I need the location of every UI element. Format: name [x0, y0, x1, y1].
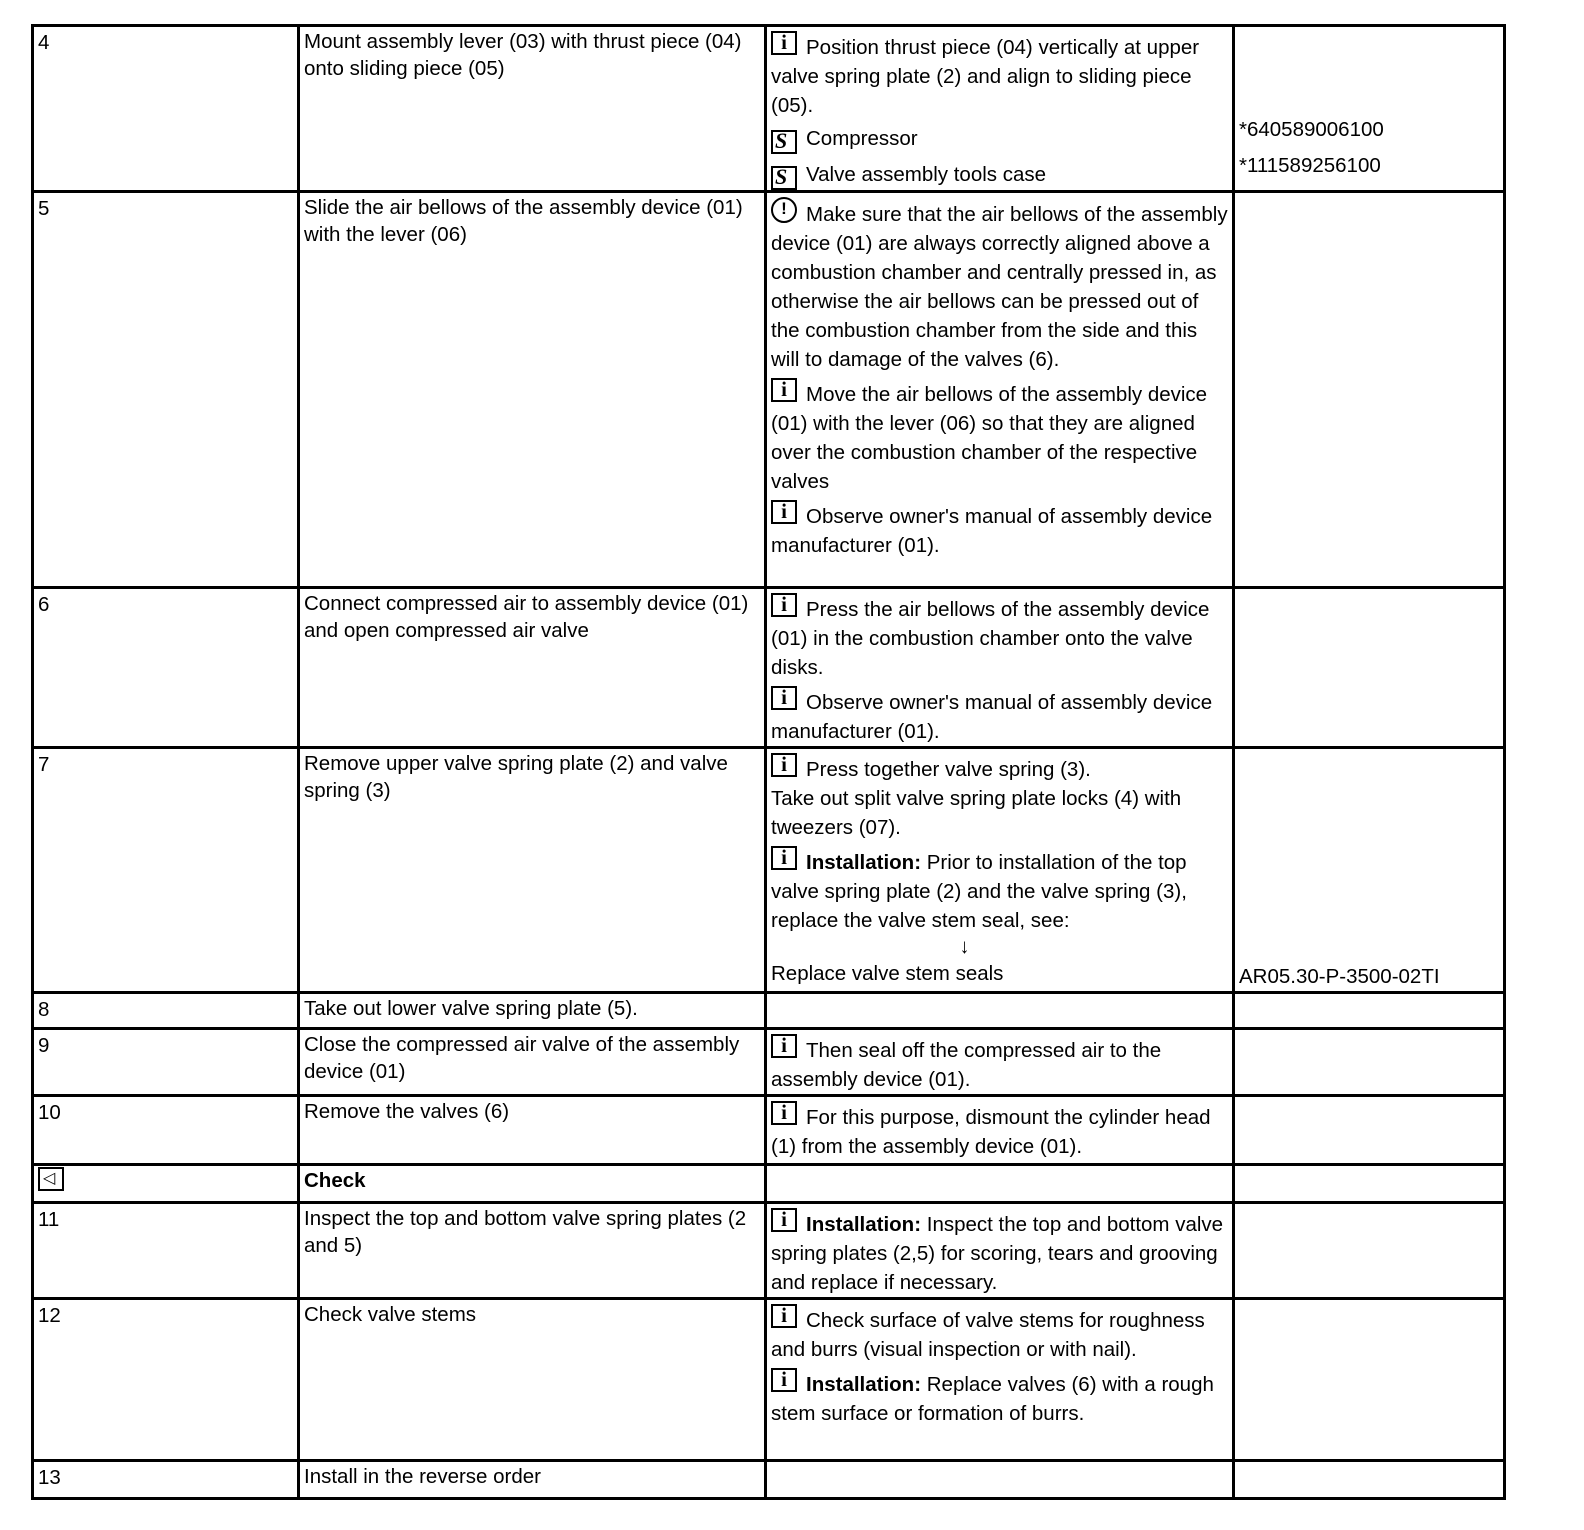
step-notes	[766, 1029, 1234, 1096]
down-arrow-icon: ↓	[959, 935, 970, 958]
note: iObserve owner's manual of assembly device manufacturer (01).	[771, 686, 1228, 746]
table-row	[33, 1461, 1505, 1499]
table-row	[33, 588, 1505, 748]
step-notes	[766, 1096, 1234, 1165]
document-reference[interactable]: AR05.30-P-3500-02TI	[1239, 965, 1440, 988]
info-icon	[771, 1101, 797, 1125]
reference-cell	[1234, 993, 1505, 1029]
reference-cell	[1234, 1165, 1505, 1203]
table-row	[33, 192, 1505, 588]
step-description: Close the compressed air valve of the assembly device (01)	[299, 1029, 766, 1096]
step-notes	[766, 1299, 1234, 1461]
note: iInstallation: Prior to installation of the top valve spring plate (2) and the valve spring (3), replace the valve stem seal, see:	[771, 846, 1228, 935]
step-description: Inspect the top and bottom valve spring plates (2 and 5)	[299, 1203, 766, 1299]
installation-label: Installation:	[806, 1213, 922, 1236]
step-number: 7	[33, 748, 299, 993]
step-description: Remove the valves (6)	[299, 1096, 766, 1165]
info-icon	[771, 753, 797, 777]
procedure-table	[31, 24, 1506, 1500]
step-description: Remove upper valve spring plate (2) and valve spring (3)	[299, 748, 766, 993]
reference-cell	[1234, 748, 1505, 993]
note: S Compressor	[771, 124, 1228, 154]
step-number: 10	[33, 1096, 299, 1165]
step-description: Check valve stems	[299, 1299, 766, 1461]
step-notes	[766, 748, 1234, 993]
note: iInstallation: Replace valves (6) with a rough stem surface or formation of burrs.	[771, 1368, 1228, 1428]
info-icon	[771, 1034, 797, 1058]
info-icon	[771, 593, 797, 617]
table-row	[33, 1096, 1505, 1165]
note: iPosition thrust piece (04) vertically at upper valve spring plate (2) and align to sliding piece (05).	[771, 31, 1228, 120]
note: ! Make sure that the air bellows of the assembly device (01) are always correctly aligned above a combustion chamber and centrally pressed in, as otherwise the air bellows can be pressed out of the combustion chamber from the side and this will to damage of the valves (6).	[771, 199, 1228, 371]
note: iThen seal off the compressed air to the assembly device (01).	[771, 1034, 1228, 1094]
step-description: Install in the reverse order	[299, 1461, 766, 1499]
info-icon	[771, 378, 797, 402]
reference-cell	[1234, 1029, 1505, 1096]
note: S Valve assembly tools case	[771, 160, 1228, 190]
tool-part-number: *640589006100	[1239, 118, 1384, 141]
check-marker-icon: ◁	[38, 1167, 64, 1191]
step-description: Connect compressed air to assembly device (01) and open compressed air valve	[299, 588, 766, 748]
table-row	[33, 1299, 1505, 1461]
info-icon	[771, 1208, 797, 1232]
step-description: Take out lower valve spring plate (5).	[299, 993, 766, 1029]
note: iObserve owner's manual of assembly device manufacturer (01).	[771, 500, 1228, 560]
cross-reference-link[interactable]: Replace valve stem seals	[771, 962, 1004, 985]
info-icon	[771, 1304, 797, 1328]
info-icon	[771, 686, 797, 710]
reference-cell	[1234, 588, 1505, 748]
note: Take out split valve spring plate locks (4) with tweezers (07).	[771, 787, 1182, 839]
step-notes	[766, 588, 1234, 748]
reference-cell	[1234, 192, 1505, 588]
step-notes	[766, 1165, 1234, 1203]
step-number: 5	[33, 192, 299, 588]
step-notes	[766, 1203, 1234, 1299]
table-row	[33, 1165, 1505, 1203]
step-notes	[766, 192, 1234, 588]
step-number: 4	[33, 26, 299, 192]
tool-icon: S	[771, 166, 797, 190]
note: i For this purpose, dismount the cylinder head (1) from the assembly device (01).	[771, 1101, 1228, 1161]
table-row	[33, 1203, 1505, 1299]
step-number: 6	[33, 588, 299, 748]
info-icon	[771, 846, 797, 870]
installation-label: Installation:	[806, 851, 922, 874]
step-number: 12	[33, 1299, 299, 1461]
table-row	[33, 26, 1505, 192]
table-row	[33, 1029, 1505, 1096]
table-row	[33, 748, 1505, 993]
info-icon	[771, 500, 797, 524]
reference-cell	[1234, 26, 1505, 192]
tool-part-number: *111589256100	[1239, 154, 1381, 177]
step-number: 13	[33, 1461, 299, 1499]
info-icon	[771, 1368, 797, 1392]
step-number	[33, 1165, 299, 1203]
note: iMove the air bellows of the assembly device (01) with the lever (06) so that they are aligned over the combustion chamber of the respective valves	[771, 378, 1228, 496]
note: iPress together valve spring (3).	[771, 753, 1228, 784]
table-row	[33, 993, 1505, 1029]
note: i Check surface of valve stems for roughness and burrs (visual inspection or with nail).	[771, 1304, 1228, 1364]
tool-icon: S	[771, 130, 797, 154]
note: iInstallation: Inspect the top and bottom valve spring plates (2,5) for scoring, tears and grooving and replace if necessary.	[771, 1208, 1228, 1297]
reference-cell	[1234, 1299, 1505, 1461]
step-number: 11	[33, 1203, 299, 1299]
info-icon	[771, 31, 797, 55]
reference-cell	[1234, 1461, 1505, 1499]
reference-cell	[1234, 1096, 1505, 1165]
step-description: Slide the air bellows of the assembly device (01) with the lever (06)	[299, 192, 766, 588]
step-notes	[766, 1461, 1234, 1499]
installation-label: Installation:	[806, 1373, 922, 1396]
step-description: Mount assembly lever (03) with thrust piece (04) onto sliding piece (05)	[299, 26, 766, 192]
warning-icon: !	[771, 197, 797, 223]
note: iPress the air bellows of the assembly device (01) in the combustion chamber onto the valve disks.	[771, 593, 1228, 682]
reference-cell	[1234, 1203, 1505, 1299]
step-number: 8	[33, 993, 299, 1029]
section-heading: Check	[299, 1165, 766, 1203]
step-notes	[766, 993, 1234, 1029]
step-notes	[766, 26, 1234, 192]
step-number: 9	[33, 1029, 299, 1096]
